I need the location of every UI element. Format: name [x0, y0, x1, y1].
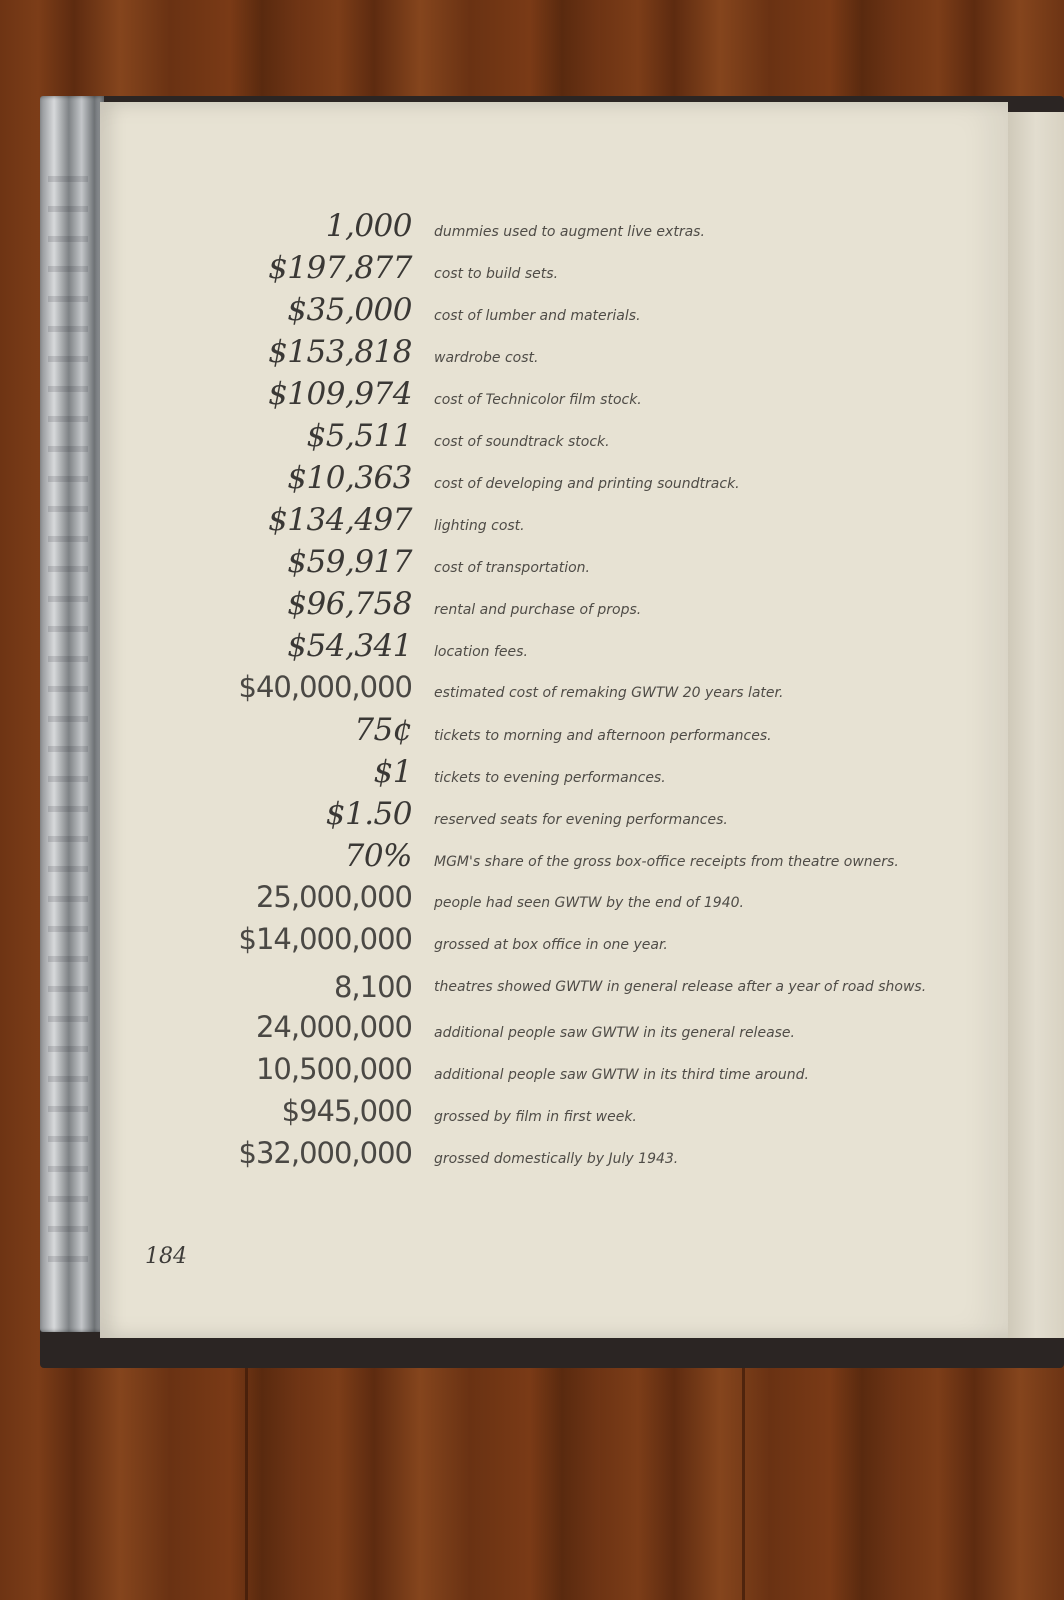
stat-description: cost of transportation. — [434, 560, 590, 576]
stat-row — [100, 880, 960, 922]
stat-description: people had seen GWTW by the end of 1940. — [434, 895, 744, 911]
stat-value: $40,000,000 — [238, 670, 412, 704]
stat-row — [100, 670, 960, 712]
stat-value: 70% — [344, 838, 412, 874]
stat-description: theatres showed GWTW in general release after a year of road shows. — [434, 978, 927, 995]
stat-value: 8,100 — [333, 970, 412, 1004]
stat-row — [100, 1094, 960, 1136]
page-number: 184 — [145, 1244, 187, 1269]
stat-description: cost to build sets. — [434, 266, 559, 282]
facing-page-ghost-text — [48, 176, 88, 1276]
stat-value: $14,000,000 — [238, 922, 412, 956]
stat-row — [100, 922, 960, 964]
statistics-list — [100, 208, 960, 1178]
stat-description: wardrobe cost. — [434, 350, 539, 366]
stat-value: 75¢ — [354, 712, 412, 748]
stat-row — [100, 1136, 960, 1178]
book-spine-foil — [40, 96, 104, 1332]
stat-description: cost of lumber and materials. — [434, 308, 641, 324]
stat-value: $109,974 — [268, 376, 412, 412]
stat-description: cost of Technicolor film stock. — [434, 392, 642, 408]
stat-description: lighting cost. — [434, 518, 525, 534]
stat-row — [100, 376, 960, 418]
stat-description: MGM's share of the gross box-office receipts from theatre owners. — [434, 854, 899, 870]
stat-description: tickets to evening performances. — [434, 770, 666, 786]
stat-row — [100, 292, 960, 334]
stat-value: 1,000 — [325, 208, 412, 244]
stat-value: $1 — [373, 754, 412, 790]
stat-description: cost of developing and printing soundtrack. — [434, 476, 740, 492]
stat-row — [100, 796, 960, 838]
stat-description: dummies used to augment live extras. — [434, 224, 705, 240]
stat-row — [100, 712, 960, 754]
stat-description: estimated cost of remaking GWTW 20 years later. — [434, 685, 784, 701]
stat-description: grossed by film in first week. — [434, 1109, 637, 1125]
stat-row — [100, 208, 960, 250]
stat-row — [100, 964, 960, 1010]
stat-row — [100, 628, 960, 670]
stat-value: $1.50 — [325, 796, 412, 832]
stat-value: $32,000,000 — [238, 1136, 412, 1170]
stat-row — [100, 250, 960, 292]
stat-row — [100, 544, 960, 586]
stat-row — [100, 838, 960, 880]
stat-value: $134,497 — [268, 502, 412, 538]
stat-row — [100, 754, 960, 796]
stat-description: grossed at box office in one year. — [434, 937, 668, 953]
stat-description: location fees. — [434, 644, 528, 660]
stat-value: $945,000 — [281, 1094, 412, 1128]
stat-description: reserved seats for evening performances. — [434, 812, 728, 828]
stat-value: $96,758 — [287, 586, 412, 622]
stat-description: rental and purchase of props. — [434, 602, 642, 618]
stat-value: $10,363 — [287, 460, 412, 496]
stat-value: $59,917 — [287, 544, 412, 580]
stat-description: grossed domestically by July 1943. — [434, 1151, 679, 1167]
stat-row — [100, 460, 960, 502]
stat-row — [100, 502, 960, 544]
stat-row — [100, 334, 960, 376]
stat-value: 25,000,000 — [255, 880, 412, 914]
stat-row — [100, 1010, 960, 1052]
stat-description: additional people saw GWTW in its third time around. — [434, 1067, 809, 1083]
stat-row — [100, 418, 960, 460]
stat-value: $5,511 — [306, 418, 412, 454]
next-page-edge — [1008, 112, 1064, 1338]
stat-value: $153,818 — [268, 334, 412, 370]
stat-row — [100, 1052, 960, 1094]
stat-row — [100, 586, 960, 628]
stat-description: tickets to morning and afternoon performances. — [434, 728, 772, 744]
stat-description: additional people saw GWTW in its general release. — [434, 1025, 795, 1041]
stat-value: $35,000 — [287, 292, 412, 328]
stat-value: $54,341 — [287, 628, 412, 664]
stat-description: cost of soundtrack stock. — [434, 434, 610, 450]
stat-value: $197,877 — [268, 250, 412, 286]
stat-value: 10,500,000 — [255, 1052, 412, 1086]
stat-value: 24,000,000 — [255, 1010, 412, 1044]
